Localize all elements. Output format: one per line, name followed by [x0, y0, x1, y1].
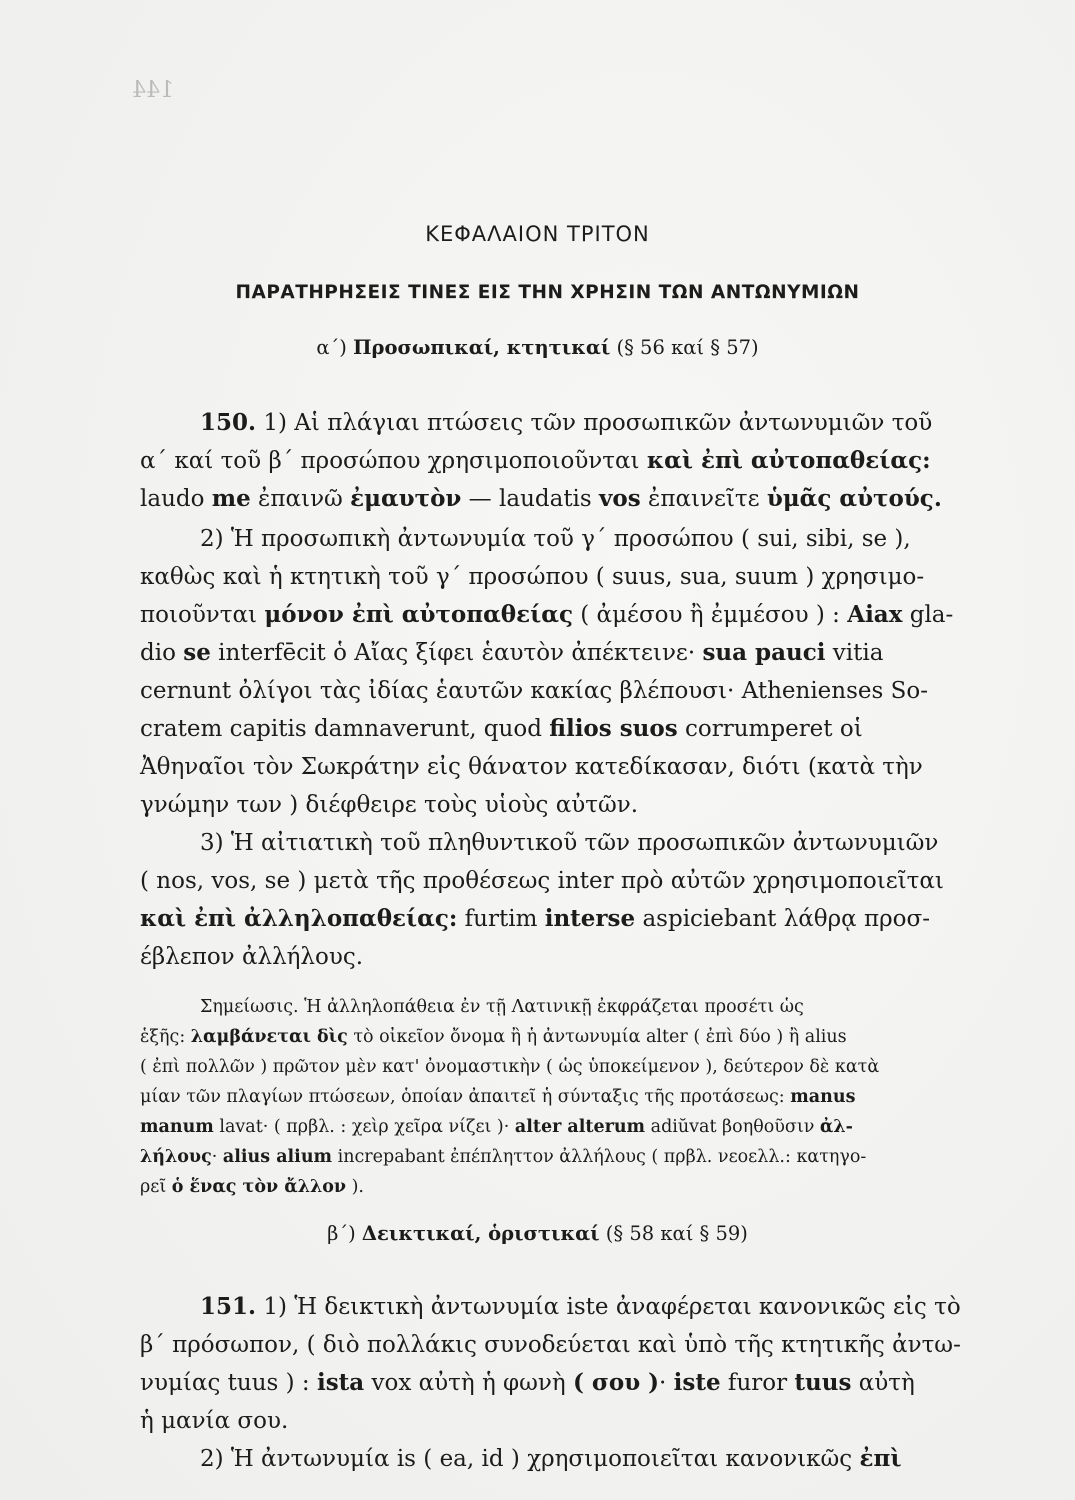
para-150-line-14: καὶ ἐπὶ ἀλληλοπαθείας: furtim interse aspiciebant λάθρᾳ προσ-: [140, 905, 930, 932]
section-b-heading: β΄) Δεικτικαί, ὁριστικαί (§ 58 καί § 59): [327, 1222, 748, 1245]
para-151-line-4: ἡ μανία σου.: [140, 1408, 289, 1434]
para-150-line-3: laudo me ἐπαινῶ ἐμαυτὸν — laudatis vos ἐπαινεῖτε ὑμᾶς αὐτούς.: [140, 485, 942, 512]
note-line-4: μίαν τῶν πλαγίων πτώσεων, ὁποίαν ἀπαιτεῖ ἡ σύνταξις τῆς προτάσεως: manus: [140, 1087, 856, 1107]
para-150-line-12: 3) Ἡ αἰτιατικὴ τοῦ πληθυντικοῦ τῶν προσωπικῶν ἀντωνυμιῶν: [200, 830, 939, 856]
note-line-1: Σημείωσις. Ἡ ἀλληλοπάθεια ἐν τῇ Λατινικῇ ἐκφράζεται προσέτι ὡς: [200, 997, 804, 1017]
para-150-line-4: 2) Ἡ προσωπικὴ ἀντωνυμία τοῦ γ΄ προσώπου ( sui, sibi, se ),: [200, 526, 911, 552]
para-151-line-2: β΄ πρόσωπον, ( διὸ πολλάκις συνοδεύεται καὶ ὑπὸ τῆς κτητικῆς ἀντω-: [140, 1332, 961, 1358]
para-150-line-2: α΄ καί τοῦ β΄ προσώπου χρησιμοποιοῦνται καὶ ἐπὶ αὐτοπαθείας:: [140, 447, 931, 474]
para-151-line-5: 2) Ἡ ἀντωνυμία is ( ea, id ) χρησιμοποιεῖται κανονικῶς ἐπὶ: [200, 1445, 902, 1472]
note-line-6: λήλους· alius alium increpabant ἐπέπληττον ἀλλήλους ( πρβλ. νεοελλ.: κατηγο-: [140, 1147, 867, 1167]
note-line-7: ρεῖ ὁ ἕνας τὸν ἄλλον ).: [140, 1177, 364, 1197]
subject-title: ΠΑΡΑΤΗΡΗΣΕΙΣ ΤΙΝΕΣ ΕΙΣ ΤΗΝ ΧΡΗΣΙΝ ΤΩΝ ΑΝΤΩΝΥΜΙΩΝ: [235, 282, 860, 303]
note-line-3: ( ἐπὶ πολλῶν ) πρῶτον μὲν κατ' ὀνομαστικὴν ( ὡς ὑποκείμενον ), δεύτερον δὲ κατὰ: [140, 1057, 880, 1077]
para-150-line-1: 150. 1) Αἱ πλάγιαι πτώσεις τῶν προσωπικῶν ἀντωνυμιῶν τοῦ: [200, 409, 933, 436]
para-151-line-3: νυμίας tuus ) : ista vox αὐτὴ ἡ φωνὴ ( σου )· iste furor tuus αὐτὴ: [140, 1369, 915, 1396]
para-150-line-15: έβλεπον ἀλλήλους.: [140, 944, 364, 970]
para-150-line-9: cratem capitis damnaverunt, quod filios suos corrumperet οἱ: [140, 715, 863, 742]
para-151-line-1: 151. 1) Ἡ δεικτικὴ ἀντωνυμία iste ἀναφέρεται κανονικῶς εἰς τὸ: [200, 1293, 961, 1320]
para-150-line-8: cernunt ὀλίγοι τὰς ἰδίας ἑαυτῶν κακίας βλέπουσι· Athenienses So-: [140, 678, 928, 704]
section-a-heading: α΄) Προσωπικαί, κτητικαί (§ 56 καί § 57): [316, 336, 759, 359]
para-150-line-7: dio se interfēcit ὁ Αἴας ξίφει ἑαυτὸν ἀπέκτεινε· sua pauci vitia: [140, 639, 884, 666]
para-150-line-10: Ἀθηναῖοι τὸν Σωκράτην εἰς θάνατον κατεδίκασαν, διότι (κατὰ τὴν: [140, 754, 923, 780]
chapter-title: ΚΕΦΑΛΑΙΟΝ ΤΡΙΤΟΝ: [425, 222, 650, 246]
page-number: 144: [132, 78, 174, 103]
para-150-line-11: γνώμην των ) διέφθειρε τοὺς υἱοὺς αὐτῶν.: [140, 792, 639, 818]
para-150-line-6: ποιοῦνται μόνον ἐπὶ αὐτοπαθείας ( ἀμέσου ἢ ἐμμέσου ) : Aiax gla-: [140, 601, 954, 628]
note-line-5: manum lavat· ( πρβλ. : χεὶρ χεῖρα νίζει )· alter alterum adiŭvat βοηθοῦσιν ἀλ-: [140, 1117, 853, 1137]
para-150-line-5: καθὼς καὶ ἡ κτητικὴ τοῦ γ΄ προσώπου ( suus, sua, suum ) χρησιμο-: [140, 564, 925, 590]
para-150-line-13: ( nos, vos, se ) μετὰ τῆς προθέσεως inter πρὸ αὐτῶν χρησιμοποιεῖται: [140, 868, 944, 894]
note-line-2: ἑξῆς: λαμβάνεται δὶς τὸ οἰκεῖον ὄνομα ἢ ἡ ἀντωνυμία alter ( ἐπὶ δύο ) ἢ alius: [140, 1027, 847, 1047]
